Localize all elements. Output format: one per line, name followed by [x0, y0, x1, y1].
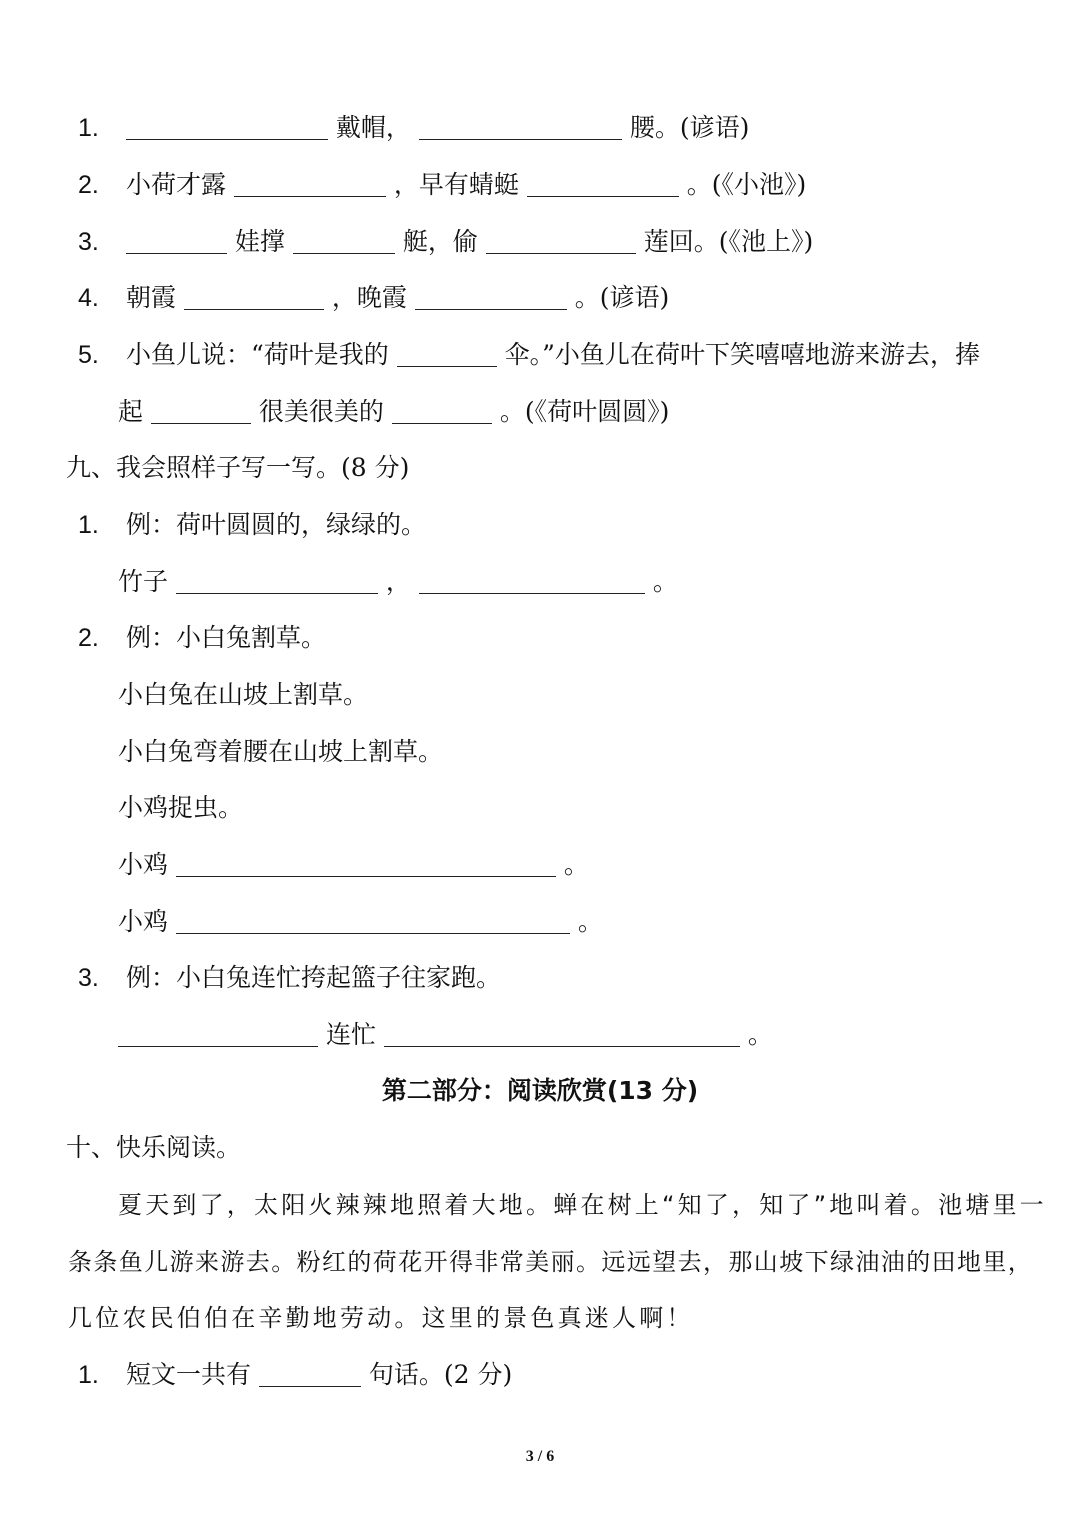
s9-q2-e3: 小白兔弯着腰在山坡上割草。: [118, 737, 444, 766]
answer-blank[interactable]: [126, 229, 227, 254]
q-text: 。(《荷叶圆圆》): [499, 397, 670, 426]
passage-line: 几位农民伯伯在辛勤地劳动。这里的景色真迷人啊！: [68, 1304, 694, 1332]
example-text: 例：小白兔割草。: [125, 623, 326, 652]
passage-line: 夏天到了，太阳火辣辣地照着大地。蝉在树上“知了，知了”地叫着。池塘里一: [118, 1191, 1047, 1219]
q-text: 很美很美的: [258, 397, 384, 426]
answer-blank[interactable]: [397, 342, 497, 367]
q-text: 小鸡: [118, 907, 169, 936]
q-text: 连忙: [325, 1020, 376, 1049]
q-text: ，: [385, 567, 411, 596]
s9-q2-a1: [118, 848, 589, 882]
q-number: 1.: [78, 1361, 99, 1389]
answer-blank[interactable]: [184, 285, 324, 310]
q-text: 小荷才露: [125, 170, 226, 199]
fill-q2: [78, 168, 806, 202]
answer-blank[interactable]: [176, 852, 556, 877]
answer-blank[interactable]: [415, 285, 567, 310]
q-text: 朝霞: [125, 283, 176, 312]
s9-q1: [78, 508, 426, 542]
s9-q3-answer: [118, 1018, 773, 1052]
section9-heading: 九、我会照样子写一写。(8 分): [66, 453, 410, 482]
answer-blank[interactable]: [486, 229, 636, 254]
q-text: ，早有蜻蜓: [393, 170, 519, 199]
q-text: 小鱼儿说：“荷叶是我的: [125, 340, 389, 369]
q-text: 。: [652, 567, 678, 596]
answer-blank[interactable]: [126, 115, 328, 140]
s9-q2: [78, 621, 326, 655]
s9-q2-prompt: 小鸡捉虫。: [118, 793, 244, 822]
q-text: 腰。(谚语): [629, 113, 750, 142]
passage-line: 条条鱼儿游来游去。粉红的荷花开得非常美丽。远远望去，那山坡下绿油油的田地里，: [68, 1248, 1034, 1276]
q-number: 1.: [78, 511, 99, 539]
s9-q3: [78, 961, 501, 995]
q-text: 短文一共有: [125, 1360, 251, 1389]
q-text: 。: [747, 1020, 773, 1049]
q-text: ，晚霞: [331, 283, 407, 312]
answer-blank[interactable]: [151, 399, 251, 424]
q-text: 句话。(2 分): [368, 1360, 513, 1389]
answer-blank[interactable]: [118, 1022, 318, 1047]
q-text: 。(《小池》): [686, 170, 807, 199]
part2-title: 第二部分：阅读欣赏(13 分): [381, 1076, 699, 1105]
answer-blank[interactable]: [419, 569, 645, 594]
answer-blank[interactable]: [234, 172, 386, 197]
q-number: 3.: [78, 228, 99, 256]
q-text: 莲回。(《池上》): [643, 227, 814, 256]
q-text: 。: [563, 850, 589, 879]
fill-q5-cont: [118, 395, 669, 429]
q-text: 。(谚语): [574, 283, 670, 312]
answer-blank[interactable]: [392, 399, 492, 424]
answer-blank[interactable]: [293, 229, 395, 254]
s9-q2-a2: [118, 905, 603, 939]
example-text: 例：荷叶圆圆的，绿绿的。: [125, 510, 426, 539]
page-number: 3 / 6: [525, 1448, 555, 1465]
answer-blank[interactable]: [384, 1022, 740, 1047]
fill-q3: [78, 225, 813, 259]
q-text: 艇，偷: [402, 227, 478, 256]
q-number: 1.: [78, 114, 99, 142]
q-number: 4.: [78, 284, 99, 312]
s9-q1-answer: [118, 565, 678, 599]
q-number: 3.: [78, 964, 99, 992]
answer-blank[interactable]: [176, 909, 570, 934]
q-text: 起: [118, 397, 144, 426]
s10-q1: [78, 1358, 512, 1392]
s9-q2-e2: 小白兔在山坡上割草。: [118, 680, 369, 709]
answer-blank[interactable]: [419, 115, 622, 140]
q-text: 娃撑: [234, 227, 285, 256]
fill-q4: [78, 281, 669, 315]
q-text: 戴帽，: [335, 113, 411, 142]
fill-q5: [78, 338, 980, 372]
answer-blank[interactable]: [527, 172, 679, 197]
fill-q1: [78, 111, 749, 145]
answer-blank[interactable]: [176, 569, 378, 594]
example-text: 例：小白兔连忙挎起篮子往家跑。: [125, 963, 501, 992]
q-number: 2.: [78, 624, 99, 652]
q-number: 5.: [78, 341, 99, 369]
q-number: 2.: [78, 171, 99, 199]
answer-blank[interactable]: [259, 1362, 361, 1387]
q-text: 伞。”小鱼儿在荷叶下笑嘻嘻地游来游去，捧: [504, 340, 980, 369]
q-text: 竹子: [118, 567, 169, 596]
q-text: 小鸡: [118, 850, 169, 879]
section10-heading: 十、快乐阅读。: [66, 1133, 242, 1162]
q-text: 。: [577, 907, 603, 936]
